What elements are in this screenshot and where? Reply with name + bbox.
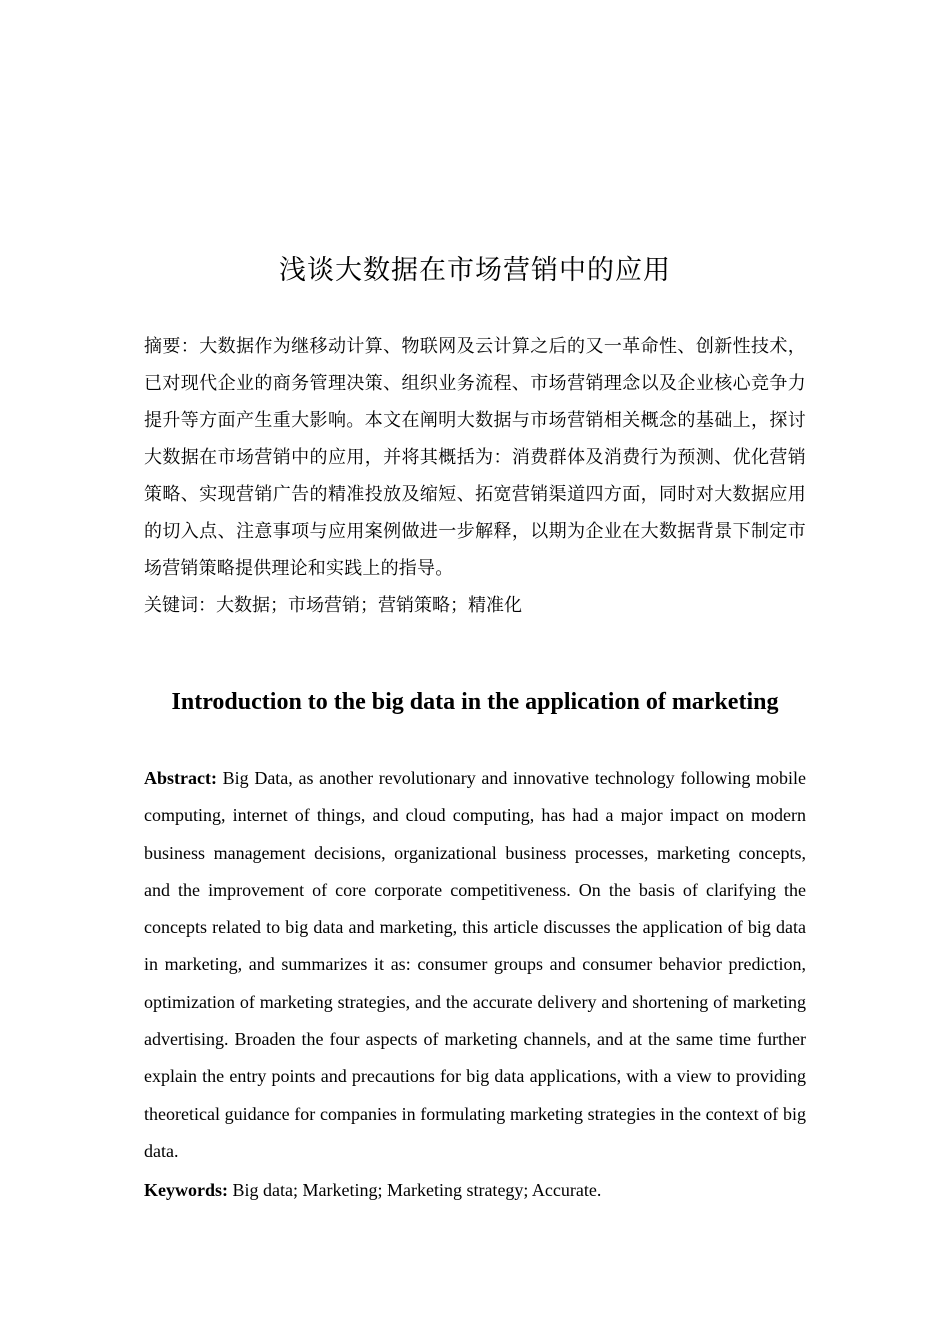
english-keywords-text: Big data; Marketing; Marketing strategy; Accurate. bbox=[228, 1180, 602, 1200]
chinese-keywords-label: 关键词 bbox=[144, 595, 198, 616]
english-title: Introduction to the big data in the application of marketing bbox=[171, 689, 779, 715]
chinese-keywords-text: ：大数据；市场营销；营销策略；精准化 bbox=[198, 595, 522, 616]
english-abstract bbox=[144, 760, 806, 1170]
english-abstract-label: Abstract: bbox=[144, 768, 217, 788]
chinese-title: 浅谈大数据在市场营销中的应用 bbox=[279, 255, 671, 286]
chinese-abstract-text: 大数据作为继移动计算、物联网及云计算之后的又一革命性、创新性技术，已对现代企业的商务管理决策、组织业务流程、市场营销理念以及企业核心竞争力提升等方面产生重大影响。本文在阐明大数据与市场营销相关概念的基础上，探讨大数据在市场营销中的应用，并将其概括为：消费群体及消费行为预测、优化营销策略、实现营销广告的精准投放及缩短、拓宽营销渠道四方面，同时对大数据应用的切入点、注意事项与应用案例做进一步解释，以期为企业在大数据背景下制定市场营销策略提供理论和实践上的指导。 bbox=[144, 336, 806, 579]
chinese-keywords bbox=[144, 587, 806, 624]
english-abstract-text: Big Data, as another revolutionary and innovative technology following mobile computing, internet of things, and cloud computing, has had a major impact on modern business management decisions, organizational business processes, marketing concepts, and the improvement of core corporate competitiveness. On the basis of clarifying the concepts related to big data and marketing, this article discusses the application of big data in marketing, and summarizes it as: consumer groups and consumer behavior prediction, optimization of marketing strategies, and the accurate delivery and shortening of marketing advertising. Broaden the four aspects of marketing channels, and at the same time further explain the entry points and precautions for big data applications, with a view to providing theoretical guidance for companies in formulating marketing strategies in the context of big data. bbox=[144, 768, 806, 1161]
chinese-abstract bbox=[144, 328, 806, 587]
english-keywords-label: Keywords: bbox=[144, 1180, 228, 1200]
english-keywords bbox=[144, 1172, 806, 1209]
chinese-abstract-label: 摘要： bbox=[144, 336, 200, 357]
